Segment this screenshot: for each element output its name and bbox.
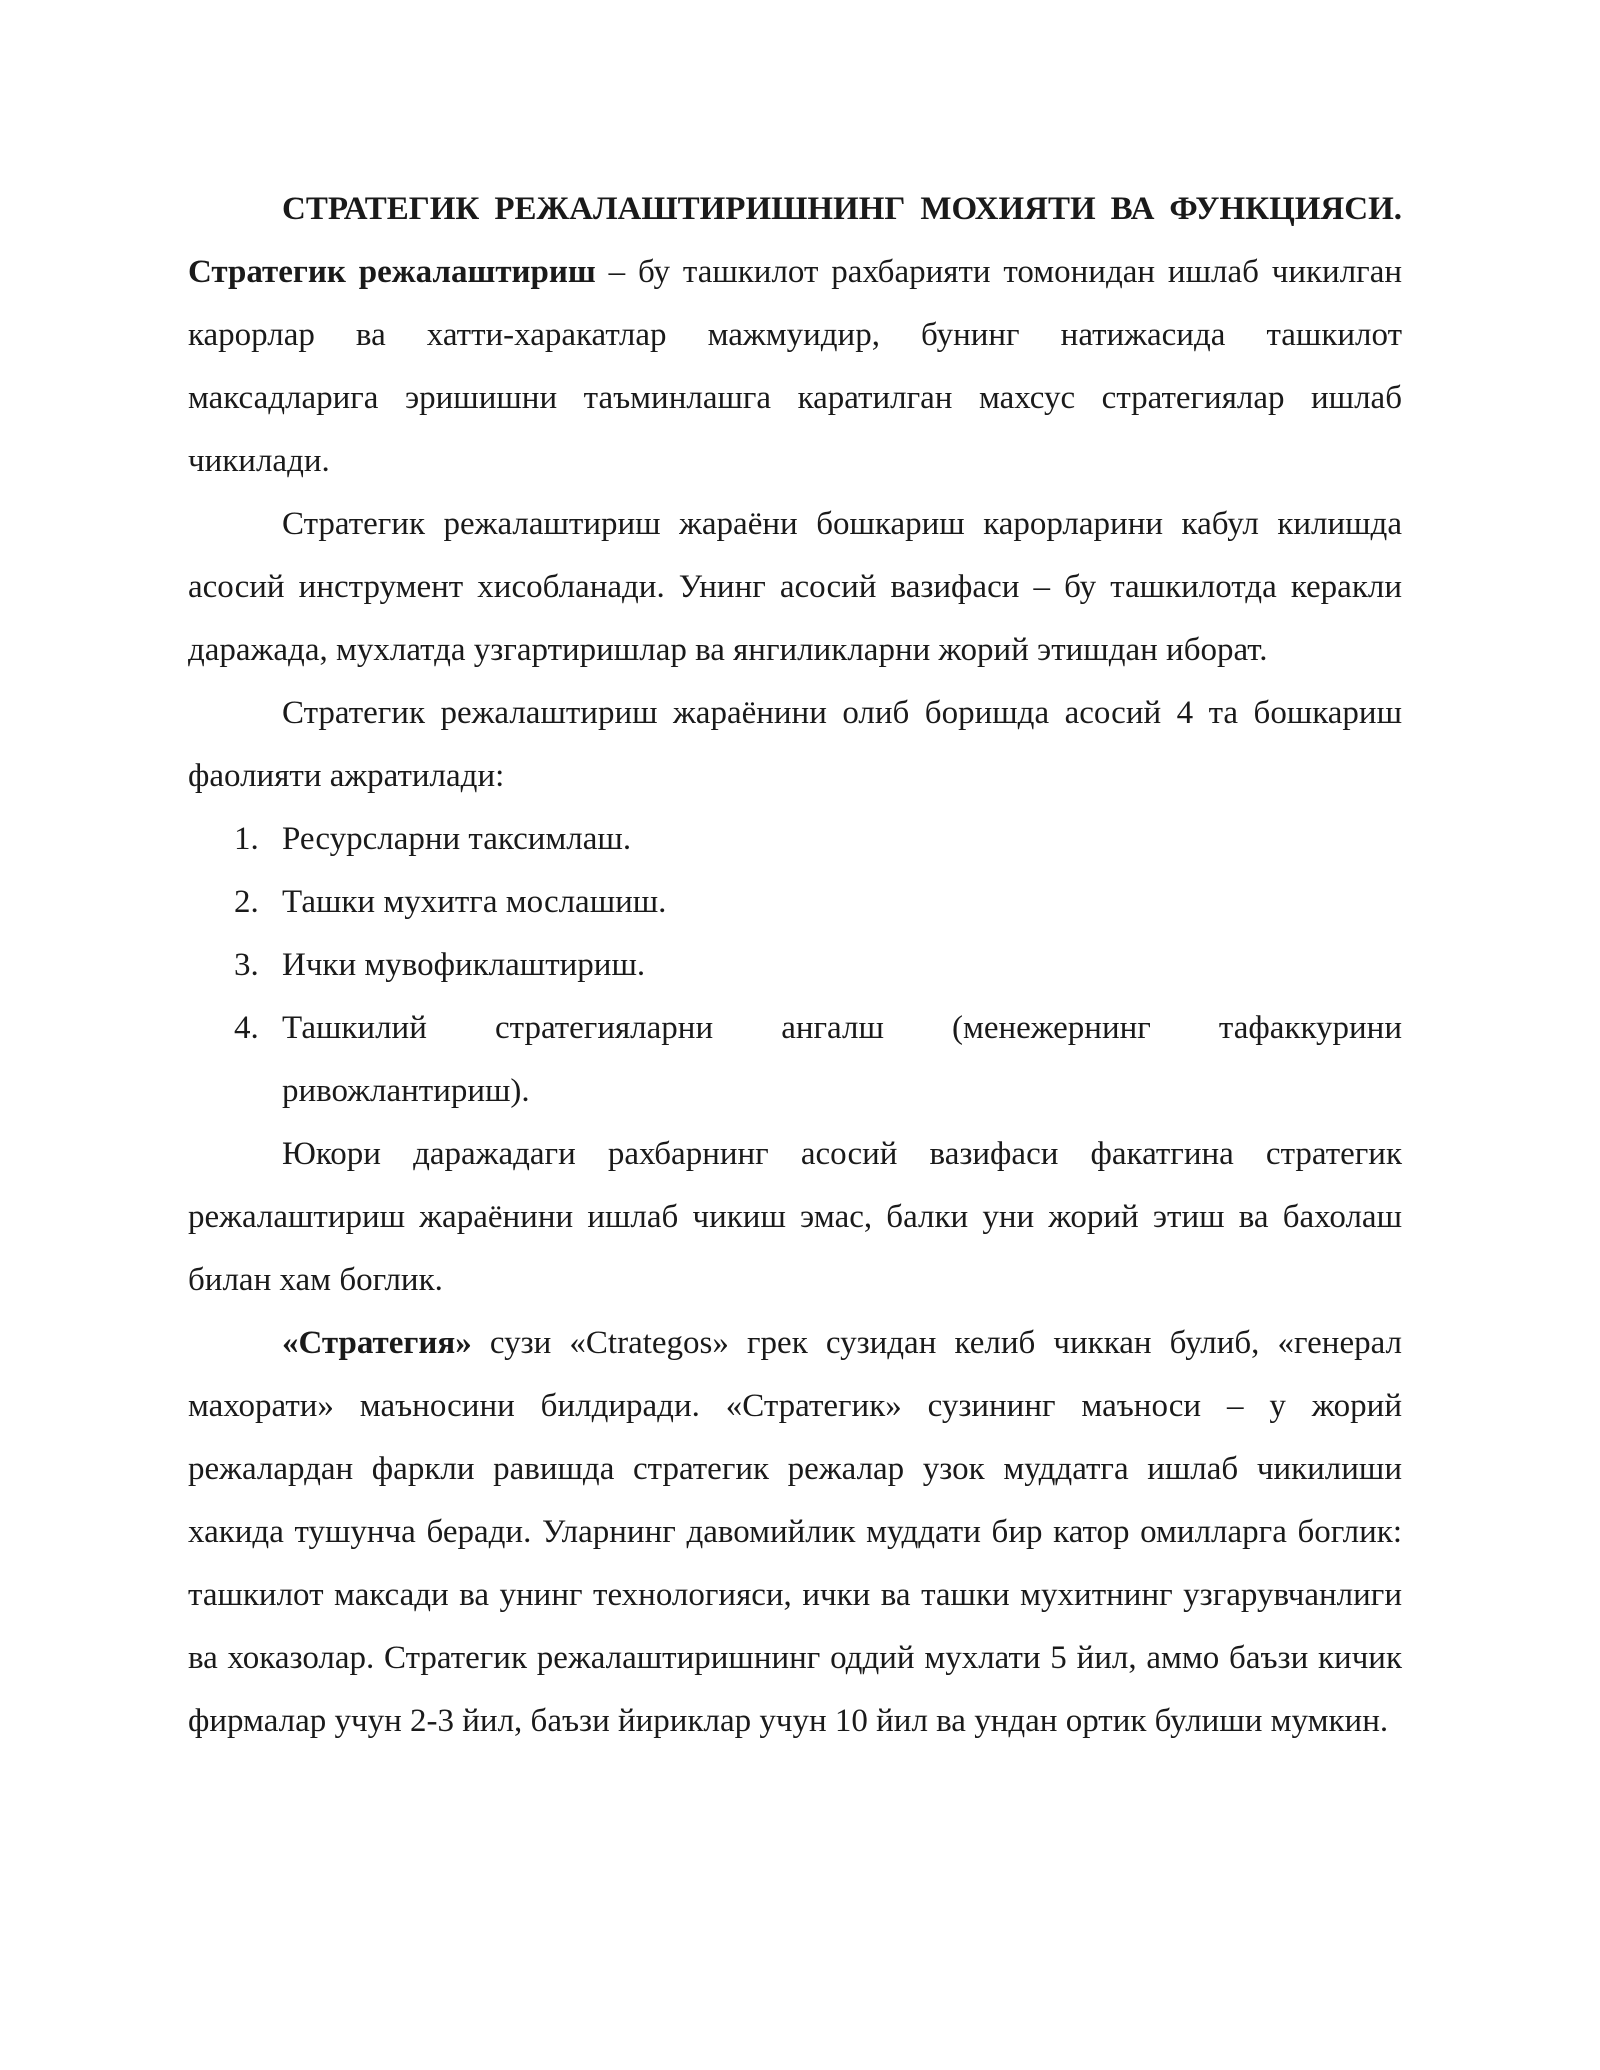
paragraph-intro: [188, 178, 1402, 493]
list-item-number: 1.: [234, 821, 259, 857]
list-item: [234, 997, 1402, 1123]
list-item-number: 2.: [234, 884, 259, 920]
list-item-number: 4.: [234, 1010, 259, 1046]
activities-list: [188, 808, 1402, 1123]
list-item-text: Ташки мухитга мослашиш.: [282, 884, 667, 920]
paragraph-process: Стратегик режалаштириш жараёни бошкариш карорларини кабул килишда асосий инструмент хисобланади. Унинг асосий вазифаси – бу ташкилотда керакли даражада, мухлатда узгартиришлар ва янгиликларни жорий этишдан иборат.: [188, 506, 1402, 668]
list-item: [234, 934, 1402, 997]
paragraph-intro-text: – бу ташкилот рахбарияти томонидан ишлаб чикилган карорлар ва хатти-харакатлар мажмуидир, бунинг натижасида ташкилот максадларига эришишни таъминлашга каратилган махсус стратегиялар ишлаб чикилади.: [188, 254, 1402, 479]
paragraph-strategy-term: [188, 1312, 1402, 1753]
paragraph-activities: Стратегик режалаштириш жараёнини олиб боришда асосий 4 та бошкариш фаолияти ажратилади:: [188, 695, 1402, 794]
list-item: [234, 808, 1402, 871]
paragraph-strategy-text: сузи «Ctrategos» грек сузидан келиб чиккан булиб, «генерал махорати» маъносини билдиради. «Стратегик» сузининг маъноси – у жорий режалардан фаркли равишда стратегик режалар узок муддатга ишлаб чикилиши хакида тушунча беради. Уларнинг давомийлик муддати бир катор омилларга боглик: ташкилот максади ва унинг технологияси, ички ва ташки мухитнинг узгарувчанлиги ва хоказолар. Стратегик режалаштиришнинг оддий мухлати 5 йил, аммо баъзи кичик фирмалар учун 2-3 йил, баъзи йириклар учун 10 йил ва ундан ортик булиши мумкин.: [188, 1325, 1403, 1739]
list-item-number: 3.: [234, 947, 259, 983]
document-page: [188, 178, 1402, 1753]
list-item-text: Ички мувофиклаштириш.: [282, 947, 646, 983]
term-strategic-planning: Стратегик режалаштириш: [188, 254, 596, 290]
list-item: [234, 871, 1402, 934]
term-strategy: «Стратегия»: [282, 1325, 472, 1361]
list-item-text: Ресурсларни таксимлаш.: [282, 821, 632, 857]
paragraph-leader-task: Юкори даражадаги рахбарнинг асосий вазифаси факатгина стратегик режалаштириш жараёнини ишлаб чикиш эмас, балки уни жорий этиш ва бахолаш билан хам боглик.: [188, 1136, 1402, 1298]
list-item-text: Ташкилий стратегияларни ангалш (менежернинг тафаккурини ривожлантириш).: [282, 1010, 1402, 1109]
section-heading: СТРАТЕГИК РЕЖАЛАШТИРИШНИНГ МОХИЯТИ ВА ФУНКЦИЯСИ.: [282, 191, 1402, 227]
